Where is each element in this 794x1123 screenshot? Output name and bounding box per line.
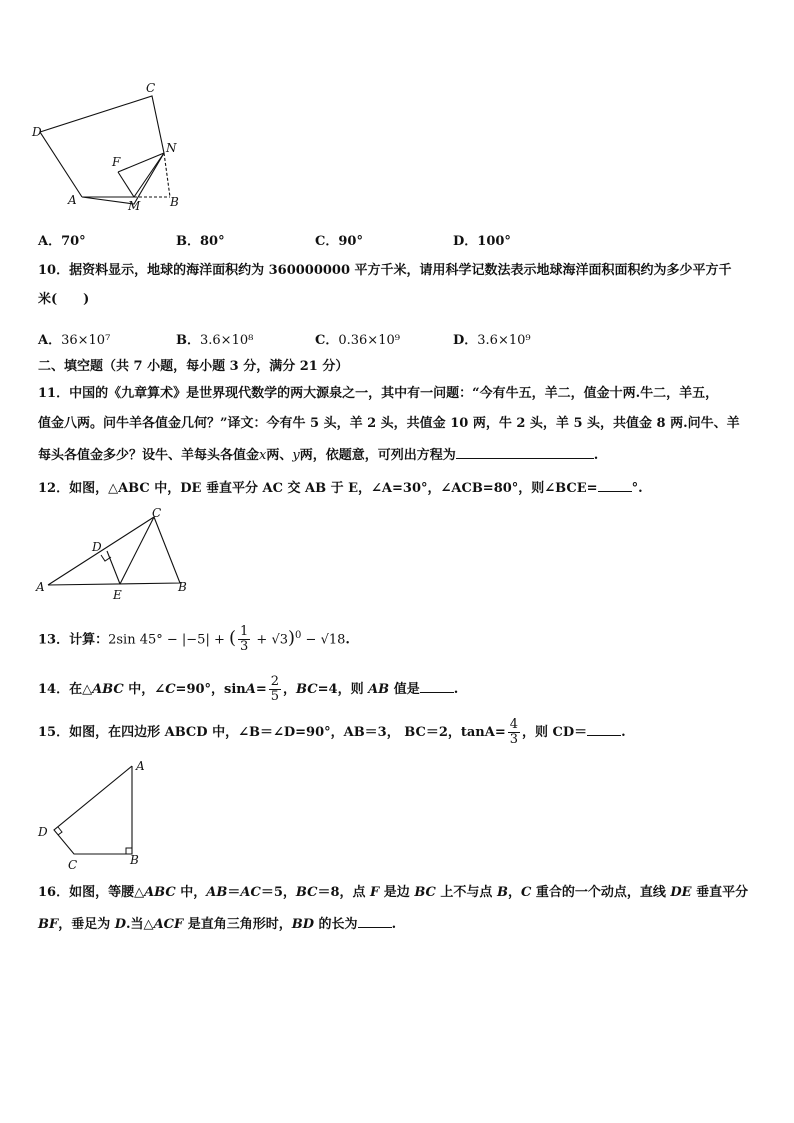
q10-option-d[interactable] [453, 329, 531, 348]
text-run: ，垂足为 [58, 917, 115, 932]
q12-text [38, 479, 643, 498]
text-run: . [593, 448, 599, 463]
label-f: F [112, 155, 121, 169]
q11-text-line1: 11．中国的《九章算术》是世界现代数学的两大源泉之一，其中有一问题：“今有牛五，羊二，值金十两.牛二，羊五， [38, 386, 719, 401]
segment-fm [118, 172, 134, 197]
text-run: ＝8，点 [317, 885, 371, 900]
answer-blank[interactable] [598, 479, 632, 492]
text-run: BC [296, 682, 318, 697]
dashed-nb [164, 153, 170, 197]
text-run: ABC [144, 885, 176, 900]
option-letter: B． [176, 333, 200, 348]
text-run: 中，∠ [123, 682, 166, 697]
q13-text: 13．计算：2sin 45° − |−5| + ( $\frac{1}{3}$ + √3)$^0$ − √18. [38, 624, 350, 655]
option-value: 3.6×10⁹ [477, 333, 531, 348]
q11-text-line2: 值金八两。问牛羊各值金几何？”译文：今有牛 5 头，羊 2 头，共值金 10 两，牛 2 头，羊 5 头，共值金 8 两.问牛、羊 [38, 416, 740, 431]
text-run: D [114, 917, 127, 932]
variable-x: x [259, 448, 267, 463]
text-run: 上不与点 [435, 885, 497, 900]
right-angle-d [58, 827, 62, 835]
option-value: 36×10⁷ [61, 333, 111, 348]
label-b: B [170, 195, 179, 209]
label-m: M [128, 199, 141, 213]
q15-text [38, 717, 626, 747]
q9-option-b[interactable]: B．80° [176, 234, 225, 249]
q11-text-line3 [38, 446, 598, 465]
q10-text-line2: 米( ) [38, 292, 90, 307]
label-c: C [68, 858, 78, 870]
text-run: 16．如图，等腰△ [38, 885, 145, 900]
text-run: B [496, 885, 508, 900]
text-run: = [255, 682, 267, 697]
answer-blank[interactable] [358, 915, 392, 928]
option-letter: A． [38, 333, 62, 348]
q10-option-c[interactable] [315, 329, 400, 348]
text-run: AB [368, 682, 390, 697]
text-run: BF [38, 917, 59, 932]
text-run: °. [631, 481, 643, 496]
section-heading: 二、填空题（共 7 小题，每小题 3 分，满分 21 分） [38, 359, 349, 374]
figure-q9 [30, 80, 190, 215]
text-run: 重合的一个动点，直线 [531, 885, 671, 900]
quadrilateral-abcd [54, 766, 132, 854]
option-value: 3.6×10⁸ [200, 333, 254, 348]
text-run: =90°，sin [175, 682, 246, 697]
text-run: 每头各值金多少？设牛、羊每头各值金 [38, 448, 260, 463]
text-run: . [391, 917, 397, 932]
text-run: BC [295, 885, 318, 900]
text-run: ＝ [227, 885, 241, 900]
option-value: 0.36×10⁹ [338, 333, 400, 348]
text-run: 12．如图，△ABC 中，DE 垂直平分 AC 交 AB 于 E，∠A=30°，∠ACB=80°，则∠BCE= [38, 481, 598, 496]
label-a: A [36, 580, 45, 594]
label-d: D [38, 825, 48, 839]
text-run: 中， [175, 885, 207, 900]
text-run: ， [507, 885, 521, 900]
q9-option-a[interactable]: A．70° [38, 234, 86, 249]
q10-text-line1: 10．据资料显示，地球的海洋面积约为 360000000 平方千米，请用科学记数法表示地球海洋面积面积约为多少平方千 [38, 263, 732, 278]
q9-option-d[interactable]: D．100° [453, 234, 511, 249]
q14-text [38, 674, 459, 704]
denominator: 3 [240, 639, 249, 655]
text-run: BD [291, 917, 315, 932]
q9-option-c[interactable]: C．90° [315, 234, 363, 249]
text-run: C [165, 682, 176, 697]
math-run: − √18 [301, 632, 346, 648]
label-d: D [92, 540, 102, 554]
figure-q15 [34, 758, 154, 870]
option-letter: C． [315, 333, 339, 348]
math-run: + √3 [252, 632, 289, 648]
label-c: C [152, 506, 162, 520]
text-run: 两，依题意，可列出方程为 [299, 448, 456, 463]
numerator: 4 [509, 717, 519, 732]
numerator: 2 [270, 674, 280, 689]
figure-q12 [34, 505, 194, 605]
label-n: N [166, 141, 177, 155]
text-run: 是直角三角形时， [183, 917, 292, 932]
denominator: 5 [270, 689, 280, 704]
q16-text-line2 [38, 915, 396, 934]
text-run: 15．如图，在四边形 ABCD 中，∠B＝∠D=90°，AB＝3， BC＝2，tanA= [38, 725, 506, 740]
option-letter: D． [453, 333, 478, 348]
segment-de [107, 551, 120, 584]
triangle-abc [48, 517, 180, 585]
exponent: 0 [295, 630, 302, 641]
text-run: 14．在△ [38, 682, 93, 697]
text-run: 的长为 [314, 917, 358, 932]
text-run: A [245, 682, 256, 697]
text-run: ACF [153, 917, 184, 932]
numerator: 1 [240, 624, 249, 640]
label-c: C [146, 81, 156, 95]
q10-option-b[interactable] [176, 329, 253, 348]
answer-blank[interactable] [456, 446, 594, 459]
text-run: AC [240, 885, 261, 900]
quadrilateral-outline [40, 96, 164, 204]
text-run: ，则 CD＝ [522, 725, 588, 740]
label-a: A [136, 759, 145, 773]
text-run: 值是 [389, 682, 420, 697]
text-run: F [370, 885, 380, 900]
text-run: 两、 [266, 448, 293, 463]
fraction [508, 718, 520, 747]
text-run: AB [206, 885, 228, 900]
text-run: =4，则 [317, 682, 369, 697]
text-run: . [453, 682, 459, 697]
text-run: ABC [92, 682, 124, 697]
text-run: .当△ [126, 917, 154, 932]
q10-option-a[interactable] [38, 329, 110, 348]
text-run: DE [670, 885, 692, 900]
text-run: C [520, 885, 532, 900]
text-run: 是边 [379, 885, 415, 900]
text-run: BC [414, 885, 436, 900]
q16-text-line1 [38, 884, 748, 902]
label-a: A [68, 193, 77, 207]
text-run: ＝5， [260, 885, 296, 900]
label-d: D [32, 125, 42, 139]
fraction [238, 625, 250, 654]
variable-y: y [292, 448, 300, 463]
label-b: B [130, 853, 139, 867]
text-run: . [345, 632, 350, 648]
label-e: E [113, 588, 122, 602]
text-run: ， [283, 682, 297, 697]
text-run: . [621, 725, 626, 740]
math-run: 2sin 45° − |−5| + [108, 632, 229, 648]
text-run: 垂直平分 [691, 885, 749, 900]
answer-blank[interactable] [420, 680, 454, 693]
fraction [269, 675, 281, 704]
segment-ce [120, 517, 154, 584]
label-b: B [178, 580, 187, 594]
denominator: 3 [509, 732, 519, 747]
answer-blank[interactable] [587, 723, 621, 736]
text-run: 13．计算： [38, 632, 109, 648]
